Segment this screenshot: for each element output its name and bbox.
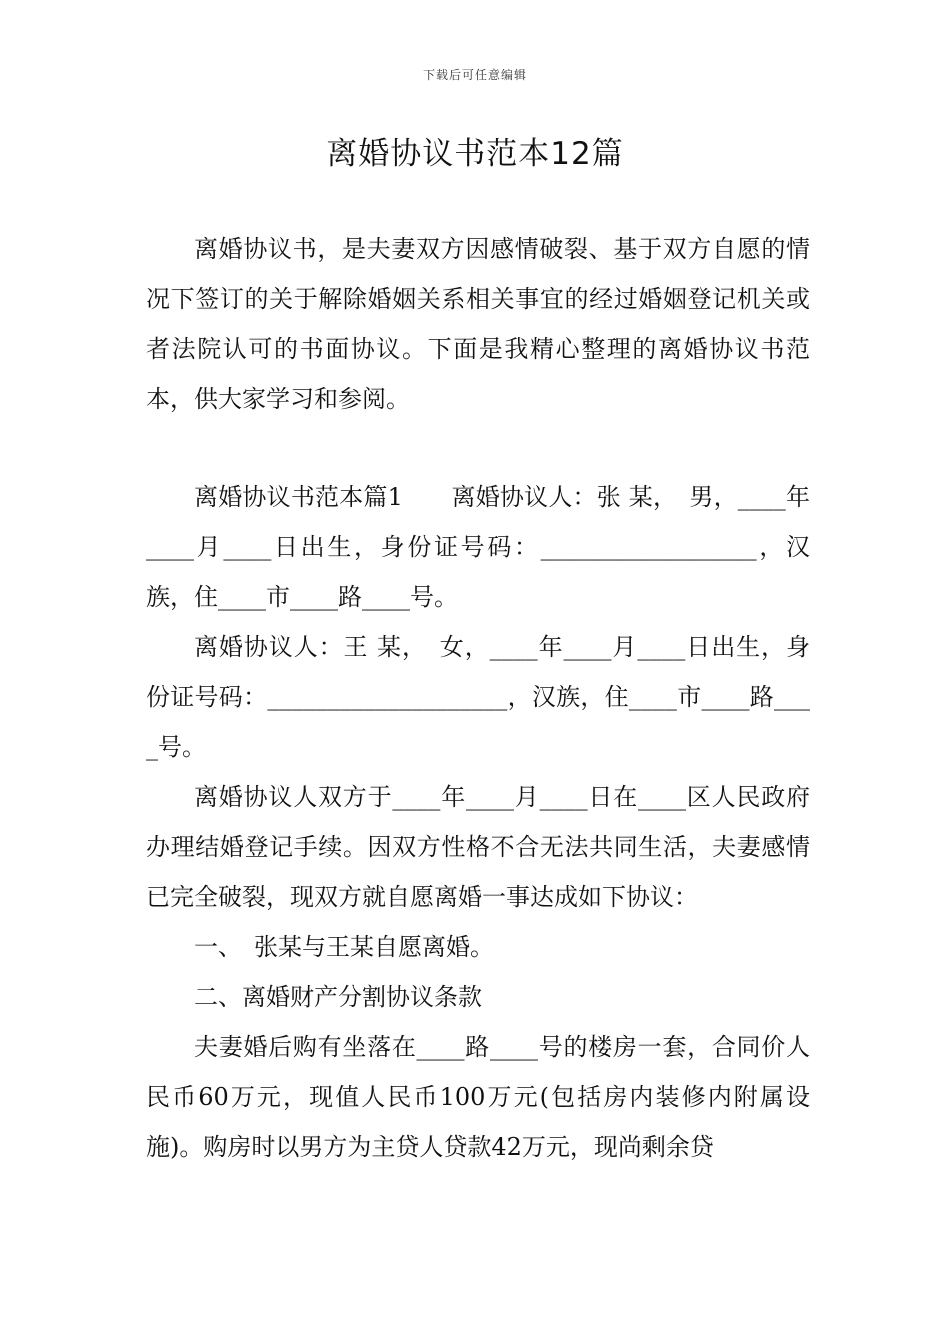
marriage-registration-paragraph: 离婚协议人双方于____年____月____日在____区人民政府办理结婚登记手续。因双方性格不合无法共同生活，夫妻感情已完全破裂，现双方就自愿离婚一事达成如下协议：: [146, 783, 810, 911]
clause-two-heading: 二、离婚财产分割协议条款: [194, 983, 482, 1011]
document-title: 离婚协议书范本12篇: [326, 136, 624, 172]
party-one-paragraph: 离婚协议书范本篇1 离婚协议人：张 某， 男，____年____月____日出生，身份证号码：__________________，汉族，住____市____路____号。: [146, 483, 810, 611]
intro-paragraph: 离婚协议书，是夫妻双方因感情破裂、基于双方自愿的情况下签订的关于解除婚姻关系相关事宜的经过婚姻登记机关或者法院认可的书面协议。下面是我精心整理的离婚协议书范本，供大家学习和参阅。: [146, 235, 810, 413]
document-body: [146, 224, 810, 1172]
header-note: 下载后可任意编辑: [422, 68, 527, 82]
property-paragraph: 夫妻婚后购有坐落在____路____号的楼房一套，合同价人民币60万元，现值人民币100万元(包括房内装修内附属设施)。购房时以男方为主贷人贷款42万元，现尚剩余贷: [146, 1033, 810, 1161]
clause-one-paragraph: 一、 张某与王某自愿离婚。: [194, 933, 494, 961]
party-two-paragraph: 离婚协议人：王 某， 女，____年____月____日出生，身份证号码：____________________，汉族，住____市____路____号。: [146, 633, 810, 761]
